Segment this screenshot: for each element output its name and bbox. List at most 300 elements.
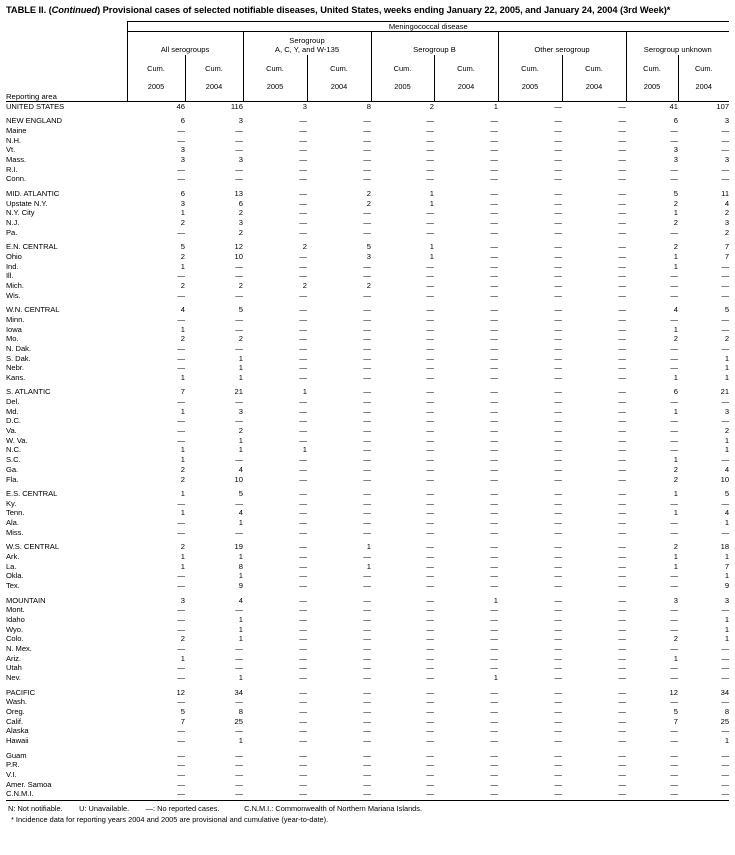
row-value-c9: 12 [669, 687, 678, 697]
row-area-label: S. ATLANTIC [6, 387, 51, 397]
row-value-c1: 2 [180, 634, 185, 644]
row-value-c7: — [554, 145, 562, 155]
row-value-c3: — [299, 508, 307, 518]
row-value-c7: — [554, 464, 562, 474]
row-value-c2: — [235, 125, 243, 135]
header-cum-4-l2: 2004 [330, 82, 348, 92]
row-value-c3: — [299, 498, 307, 508]
row-value-c6: — [490, 518, 498, 528]
row-value-c8: — [618, 624, 626, 634]
row-value-c4: — [363, 634, 371, 644]
row-value-c4: — [363, 363, 371, 373]
header-cum-5 [371, 55, 434, 102]
row-value-c7: — [554, 416, 562, 426]
row-value-c8: — [618, 116, 626, 126]
row-value-c10: — [721, 789, 730, 799]
row-value-c8: — [618, 750, 626, 760]
row-area-label: Wyo. [6, 624, 24, 634]
row-value-c7: — [554, 261, 562, 271]
table-row [6, 769, 729, 779]
row-value-c3: — [299, 779, 307, 789]
row-value-c2: 6 [238, 198, 243, 208]
row-value-c3: — [299, 251, 307, 261]
table-bottom-rule-cell [185, 798, 243, 801]
row-value-c1: 2 [180, 251, 185, 261]
row-value-c5: — [426, 663, 434, 673]
row-value-c3: — [299, 561, 307, 571]
row-value-c1: 5 [180, 706, 185, 716]
row-value-c6: — [490, 334, 498, 344]
row-value-c9: — [670, 760, 678, 770]
row-value-c9: 1 [673, 406, 678, 416]
row-value-c5: — [426, 261, 434, 271]
row-value-c10: 107 [716, 101, 730, 111]
row-value-c1: 46 [176, 101, 185, 111]
table-row [6, 464, 729, 474]
row-value-c10: — [721, 527, 730, 537]
table-row [6, 101, 729, 111]
row-value-c1: 12 [176, 687, 185, 697]
table-row [6, 217, 729, 227]
row-value-c1: — [177, 227, 185, 237]
title-italic: Continued [51, 5, 98, 15]
header-cum-3 [243, 55, 307, 102]
row-value-c2: 5 [238, 489, 243, 499]
row-value-c4: — [363, 595, 371, 605]
row-area-label: Idaho [6, 615, 25, 624]
row-value-c5: — [426, 571, 434, 581]
row-value-c10: 3 [724, 595, 730, 605]
row-area-label: E.S. CENTRAL [6, 489, 58, 499]
row-value-c3: — [299, 406, 307, 416]
row-value-c1: — [177, 164, 185, 174]
table-row [6, 590, 729, 605]
row-value-c9: 1 [673, 372, 678, 382]
row-value-c1: — [177, 644, 185, 654]
header-cum-7 [498, 55, 562, 102]
row-value-c7: — [554, 474, 562, 484]
row-value-c6: — [490, 125, 498, 135]
row-value-c6: — [490, 372, 498, 382]
row-value-c10: 11 [721, 188, 730, 198]
row-value-c6: — [490, 697, 498, 707]
row-value-c7: — [554, 624, 562, 634]
row-value-c5: — [426, 726, 434, 736]
row-value-c3: — [299, 435, 307, 445]
row-value-c2: — [235, 726, 243, 736]
row-value-c10: 2 [724, 208, 730, 218]
table-row [6, 561, 729, 571]
header-cum-4 [307, 55, 371, 102]
row-value-c1: 6 [180, 188, 185, 198]
table-row [6, 343, 729, 353]
row-value-c5: 1 [429, 242, 434, 252]
row-value-c2: 4 [238, 595, 243, 605]
row-value-c2: — [235, 164, 243, 174]
row-value-c1: 2 [180, 334, 185, 344]
row-value-c4: — [363, 217, 371, 227]
table-row [6, 697, 729, 707]
row-value-c6: — [490, 280, 498, 290]
row-value-c9: 3 [673, 145, 678, 155]
row-value-c4: — [363, 697, 371, 707]
row-area-label: Okla. [6, 571, 24, 581]
row-value-c5: — [426, 760, 434, 770]
row-value-c3: — [299, 334, 307, 344]
row-value-c3: — [299, 290, 307, 300]
row-value-c9: 41 [669, 101, 678, 111]
row-value-c6: — [490, 750, 498, 760]
table-bottom-rule-cell [498, 798, 562, 801]
table-row [6, 174, 729, 184]
row-value-c5: — [426, 673, 434, 683]
row-value-c10: — [721, 290, 730, 300]
row-value-c5: — [426, 387, 434, 397]
row-value-c7: — [554, 663, 562, 673]
row-value-c2: — [235, 343, 243, 353]
table-row [6, 397, 729, 407]
row-value-c4: — [363, 615, 371, 624]
row-value-c6: — [490, 290, 498, 300]
row-value-c9: — [670, 227, 678, 237]
row-value-c10: 5 [724, 489, 730, 499]
row-value-c6: — [490, 154, 498, 164]
row-value-c2: — [235, 653, 243, 663]
row-value-c5: — [426, 343, 434, 353]
row-value-c6: — [490, 760, 498, 770]
row-value-c3: — [299, 571, 307, 581]
header-cum-8 [562, 55, 626, 102]
row-value-c5: — [426, 334, 434, 344]
table-bottom-rule-cell [678, 798, 729, 801]
header-cum-8-l1: Cum. [585, 63, 603, 73]
row-value-c10: 4 [724, 198, 730, 208]
row-value-c6: — [490, 581, 498, 591]
row-value-c2: — [235, 605, 243, 615]
table-bottom-rule-cell [434, 798, 498, 801]
row-area-label: Ill. [6, 271, 14, 281]
row-value-c8: — [618, 154, 626, 164]
row-value-c8: — [618, 769, 626, 779]
row-value-c2: — [235, 644, 243, 654]
row-value-c4: — [363, 644, 371, 654]
table-row [6, 644, 729, 654]
title-prefix: TABLE II. ( [6, 5, 52, 15]
header-cum-10 [678, 55, 729, 102]
row-value-c5: — [426, 527, 434, 537]
row-value-c10: 3 [724, 217, 730, 227]
row-value-c7: — [554, 242, 562, 252]
row-value-c7: — [554, 687, 562, 697]
row-value-c10: — [721, 455, 730, 465]
header-cum-1 [127, 55, 185, 102]
row-value-c2: 1 [238, 615, 243, 624]
notifiable-diseases-table [6, 21, 729, 802]
row-value-c4: — [363, 164, 371, 174]
row-value-c10: — [721, 125, 730, 135]
row-value-c2: 1 [238, 363, 243, 373]
row-value-c1: — [177, 435, 185, 445]
row-value-c3: 1 [302, 445, 307, 455]
row-value-c4: — [363, 261, 371, 271]
row-value-c10: — [721, 697, 730, 707]
table-row [6, 135, 729, 145]
row-value-c5: — [426, 145, 434, 155]
table-body [6, 101, 729, 801]
row-value-c7: — [554, 372, 562, 382]
row-value-c2: 13 [234, 188, 243, 198]
row-value-c2: 4 [238, 464, 243, 474]
row-value-c10: — [721, 769, 730, 779]
row-value-c9: 1 [673, 208, 678, 218]
row-value-c7: — [554, 217, 562, 227]
row-area-label: Hawaii [6, 735, 29, 745]
row-value-c10: 1 [724, 445, 730, 455]
row-value-c5: 2 [429, 101, 434, 111]
row-value-c9: — [670, 353, 678, 363]
table-bottom-rule-cell [243, 798, 307, 801]
row-value-c10: — [721, 145, 730, 155]
row-area-label: Ohio [6, 251, 22, 261]
row-value-c7: — [554, 735, 562, 745]
row-area-label: Ga. [6, 464, 19, 474]
row-value-c2: 1 [238, 624, 243, 634]
row-value-c3: — [299, 464, 307, 474]
row-value-c5: — [426, 653, 434, 663]
row-area-label: Ariz. [6, 653, 21, 663]
header-cum-4-l1: Cum. [330, 63, 348, 73]
row-value-c3: — [299, 624, 307, 634]
row-value-c8: — [618, 426, 626, 436]
table-row [6, 518, 729, 528]
row-value-c9: 2 [673, 217, 678, 227]
row-value-c9: — [670, 789, 678, 799]
table-row [6, 353, 729, 363]
row-value-c1: — [177, 581, 185, 591]
row-area-label: Mont. [6, 605, 25, 615]
row-value-c7: — [554, 445, 562, 455]
row-value-c8: — [618, 673, 626, 683]
header-cum-9 [626, 55, 678, 102]
row-value-c6: — [490, 242, 498, 252]
row-value-c8: — [618, 174, 626, 184]
row-value-c7: — [554, 769, 562, 779]
row-value-c2: 1 [238, 353, 243, 363]
row-value-c8: — [618, 242, 626, 252]
row-value-c5: — [426, 416, 434, 426]
row-value-c8: — [618, 353, 626, 363]
row-value-c1: 7 [180, 716, 185, 726]
row-value-c8: — [618, 634, 626, 644]
row-value-c4: — [363, 314, 371, 324]
header-group-other-serogroup [498, 32, 626, 55]
row-value-c6: — [490, 406, 498, 416]
header-cum-10-l1: Cum. [694, 63, 713, 73]
row-value-c8: — [618, 305, 626, 315]
row-value-c6: — [490, 687, 498, 697]
table-bottom-rule-cell [626, 798, 678, 801]
row-value-c8: — [618, 445, 626, 455]
row-value-c4: — [363, 779, 371, 789]
row-value-c8: — [618, 198, 626, 208]
row-value-c6: — [490, 634, 498, 644]
table-row [6, 416, 729, 426]
row-value-c5: — [426, 154, 434, 164]
row-value-c5: — [426, 217, 434, 227]
row-value-c7: — [554, 673, 562, 683]
row-value-c6: — [490, 198, 498, 208]
row-value-c2: 1 [238, 571, 243, 581]
row-area-label: Wash. [6, 697, 27, 707]
row-value-c1: — [177, 290, 185, 300]
row-value-c5: — [426, 455, 434, 465]
row-value-c8: — [618, 474, 626, 484]
row-value-c8: — [618, 789, 626, 799]
row-value-c3: — [299, 455, 307, 465]
row-value-c4: — [363, 789, 371, 799]
row-value-c6: — [490, 227, 498, 237]
row-value-c7: — [554, 125, 562, 135]
row-value-c1: — [177, 769, 185, 779]
row-value-c4: — [363, 125, 371, 135]
row-value-c3: — [299, 769, 307, 779]
row-value-c5: — [426, 634, 434, 644]
row-value-c2: — [235, 455, 243, 465]
row-value-c9: — [670, 735, 678, 745]
row-value-c5: — [426, 644, 434, 654]
row-value-c8: — [618, 581, 626, 591]
row-value-c8: — [618, 687, 626, 697]
row-value-c10: — [721, 605, 730, 615]
row-value-c6: — [490, 353, 498, 363]
row-value-c6: — [490, 305, 498, 315]
row-value-c1: 2 [180, 542, 185, 552]
row-value-c5: — [426, 697, 434, 707]
row-value-c4: — [363, 527, 371, 537]
row-value-c2: 3 [238, 406, 243, 416]
row-value-c1: — [177, 271, 185, 281]
row-value-c4: — [363, 518, 371, 528]
row-value-c2: — [235, 174, 243, 184]
row-value-c9: — [670, 779, 678, 789]
row-value-c9: 2 [673, 198, 678, 208]
row-area-label: Mich. [6, 280, 24, 290]
row-value-c5: — [426, 271, 434, 281]
row-value-c1: 1 [180, 406, 185, 416]
row-value-c1: 1 [180, 561, 185, 571]
row-area-label: Ark. [6, 552, 20, 562]
row-value-c2: — [235, 324, 243, 334]
row-value-c9: — [670, 624, 678, 634]
row-value-c3: — [299, 426, 307, 436]
row-value-c8: — [618, 280, 626, 290]
row-value-c8: — [618, 208, 626, 218]
row-value-c10: 34 [720, 687, 730, 697]
row-value-c6: — [490, 726, 498, 736]
row-value-c10: — [721, 653, 730, 663]
row-value-c7: — [554, 789, 562, 799]
table-row [6, 537, 729, 552]
row-value-c2: 12 [234, 242, 243, 252]
row-value-c2: 1 [238, 735, 243, 745]
row-value-c9: — [670, 426, 678, 436]
table-bottom-rule-cell [6, 798, 127, 801]
table-row [6, 682, 729, 697]
page-title [6, 5, 732, 17]
header-cum-8-l2: 2004 [585, 82, 603, 92]
row-value-c1: — [177, 615, 185, 624]
header-group-serogroup-b [371, 32, 498, 55]
row-value-c8: — [618, 653, 626, 663]
row-value-c9: 3 [673, 154, 678, 164]
row-area-label: Wis. [6, 290, 21, 300]
row-value-c1: — [177, 426, 185, 436]
row-value-c10: — [721, 135, 730, 145]
row-value-c9: 5 [673, 188, 678, 198]
row-area-label: W. Va. [6, 435, 28, 445]
row-value-c10: 1 [724, 435, 730, 445]
row-value-c8: — [618, 697, 626, 707]
table-row [6, 634, 729, 644]
header-row-disease [6, 21, 729, 32]
header-cum-7-l2: 2005 [521, 82, 539, 92]
row-value-c5: — [426, 290, 434, 300]
header-spacer [6, 21, 127, 32]
table-row [6, 290, 729, 300]
row-value-c5: — [426, 769, 434, 779]
header-cum-7-l1: Cum. [521, 63, 539, 73]
row-area-label: MID. ATLANTIC [6, 188, 60, 198]
row-value-c1: 3 [180, 198, 185, 208]
header-group-acyw135 [243, 32, 371, 55]
row-value-c7: — [554, 455, 562, 465]
row-area-label: N.H. [6, 135, 21, 145]
row-value-c4: 8 [366, 101, 371, 111]
row-value-c10: — [721, 343, 730, 353]
row-value-c9: 2 [673, 242, 678, 252]
row-area-label: Fla. [6, 474, 19, 484]
row-value-c7: — [554, 435, 562, 445]
row-value-c7: — [554, 290, 562, 300]
row-value-c3: — [299, 527, 307, 537]
table-row [6, 261, 729, 271]
row-value-c3: — [299, 305, 307, 315]
row-value-c7: — [554, 353, 562, 363]
row-value-c7: — [554, 716, 562, 726]
row-area-label: UNITED STATES [6, 101, 65, 111]
row-value-c6: — [490, 426, 498, 436]
row-value-c1: 2 [180, 280, 185, 290]
header-cum-3-l2: 2005 [266, 82, 284, 92]
row-value-c7: — [554, 280, 562, 290]
row-value-c1: — [177, 726, 185, 736]
row-value-c2: — [235, 397, 243, 407]
row-value-c6: — [490, 208, 498, 218]
row-value-c7: — [554, 760, 562, 770]
table-row [6, 280, 729, 290]
row-value-c10: 2 [724, 227, 730, 237]
header-cum-6-l1: Cum. [457, 63, 475, 73]
row-value-c1: 1 [180, 489, 185, 499]
row-value-c10: 4 [724, 464, 730, 474]
row-value-c10: — [721, 324, 730, 334]
row-value-c10: 1 [724, 353, 730, 363]
row-value-c4: — [363, 174, 371, 184]
row-value-c3: — [299, 716, 307, 726]
row-value-c8: — [618, 779, 626, 789]
row-value-c9: 1 [673, 261, 678, 271]
row-area-label: W.N. CENTRAL [6, 305, 60, 315]
